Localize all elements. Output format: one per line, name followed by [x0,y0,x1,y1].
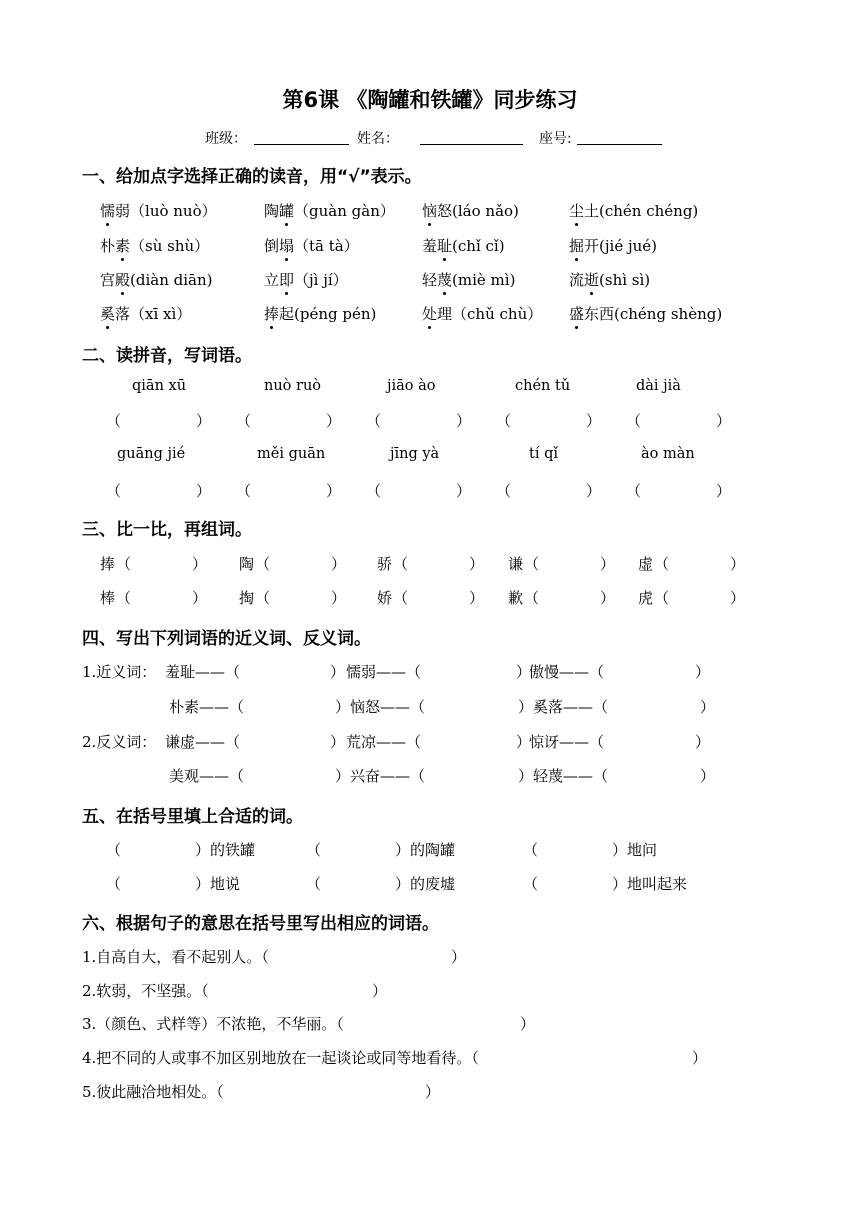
pronunciation-item[interactable] [264,303,376,324]
answer-paren-close: ） [330,733,346,751]
word-prompt: 轻蔑——（ [533,767,609,785]
answer-paren-close: ） [330,663,346,681]
answer-paren-close: ） [700,767,716,785]
answer-paren-close: ） [600,589,616,607]
answer-paren-close: ） [695,733,711,751]
dotted-character: 即 [279,271,295,289]
answer-paren-open: （ [106,841,122,859]
answer-paren-open: （ [116,589,132,607]
answer-paren-open: （ [236,412,252,430]
fill-word-suffix: ）地问 [612,841,658,859]
answer-paren-close: ） [469,555,485,573]
answer-paren-open: （ [393,555,409,573]
pinyin-options: （sù shù） [130,237,210,255]
dotted-character: 奚 [100,305,116,323]
pinyin-options: (shì sì) [599,271,651,289]
pinyin-options: 开(jié jué) [584,237,658,255]
pinyin-options: 理（chǔ chù） [437,305,543,323]
definition-text: 2.软弱，不坚强。（ [82,982,209,1000]
pronunciation-item[interactable] [100,235,209,256]
answer-paren-open: （ [524,589,540,607]
dotted-character: 懦 [100,202,116,220]
seat-field[interactable] [577,130,662,145]
pinyin-prompt: guāng jié [117,446,186,462]
dotted-character: 蔑 [437,271,453,289]
pronunciation-item[interactable] [569,269,650,290]
dotted-character: 尘 [569,202,585,220]
antonym-label: 2.反义词： [82,733,157,751]
section-1-heading: 一、给加点字选择正确的读音，用“√”表示。 [82,167,422,187]
dotted-character: 恼 [422,202,438,220]
pinyin-options: 东西(chéng shèng) [584,305,723,323]
compare-character: 虎 [638,589,654,607]
dotted-character: 掘 [569,237,585,255]
dotted-character: 处 [422,305,438,323]
pinyin-options: 落（xī xì） [115,305,192,323]
pronunciation-item[interactable] [264,269,348,290]
answer-paren-open: （ [116,555,132,573]
answer-paren-open: （ [366,482,382,500]
answer-paren-close: ） [335,698,351,716]
dotted-character: 盛 [569,305,585,323]
item-text: 宫 [100,271,116,289]
word-prompt: 惊讶——（ [529,733,605,751]
dotted-character: 耻 [437,237,453,255]
dotted-character: 捧 [264,305,280,323]
pinyin-options: 怒(láo nǎo) [437,202,519,220]
answer-paren-close: ） [425,1083,441,1101]
class-field[interactable] [254,130,349,145]
dotted-character: 素 [115,237,131,255]
pronunciation-item[interactable] [569,235,657,256]
word-prompt: 奚落——（ [533,698,609,716]
answer-paren-open: （ [496,482,512,500]
answer-blank[interactable] [254,410,324,430]
compare-character: 掏 [239,589,255,607]
answer-paren-open: （ [523,841,539,859]
fill-word-suffix: ）地说 [195,875,241,893]
pronunciation-item[interactable] [422,269,515,290]
answer-paren-open: （ [523,875,539,893]
answer-paren-close: ） [196,412,212,430]
section-4-heading: 四、写出下列词语的近义词、反义词。 [82,629,371,649]
answer-blank[interactable] [254,480,324,500]
answer-blank[interactable] [124,410,194,430]
item-text: 陶 [264,202,280,220]
definition-text: 1.自高自大，看不起别人。（ [82,948,269,966]
answer-paren-close: ） [518,767,534,785]
pinyin-prompt: ào màn [641,446,695,462]
compare-character: 娇 [377,589,393,607]
answer-paren-close: ） [700,698,716,716]
answer-paren-close: ） [331,589,347,607]
answer-paren-close: ） [730,589,746,607]
answer-paren-close: ） [716,482,732,500]
pinyin-options: （tā tà） [294,237,359,255]
compare-character: 陶 [239,555,255,573]
word-prompt: 羞耻——（ [165,663,241,681]
answer-paren-open: （ [255,589,271,607]
page-title: 第6课 《陶罐和铁罐》同步练习 [282,88,578,112]
answer-paren-open: （ [236,482,252,500]
word-prompt: 懦弱——（ [346,663,422,681]
answer-paren-close: ） [331,555,347,573]
fill-word-suffix: ）的铁罐 [195,841,256,859]
pinyin-prompt: nuò ruò [264,378,322,394]
pinyin-prompt: jiāo ào [387,378,436,394]
word-prompt: 兴奋——（ [350,767,426,785]
answer-blank[interactable] [644,480,714,500]
answer-paren-close: ） [456,412,472,430]
compare-character: 歉 [508,589,524,607]
name-label: 姓名： [357,131,399,147]
answer-paren-open: （ [393,589,409,607]
class-label: 班级： [205,131,247,147]
section-5-heading: 五、在括号里填上合适的词。 [82,807,303,827]
dotted-character: 塌 [279,237,295,255]
item-text: 朴 [100,237,116,255]
pinyin-options: 起(péng pén) [279,305,377,323]
answer-paren-open: （ [524,555,540,573]
word-prompt: 朴素——（ [169,698,245,716]
answer-paren-close: ） [192,589,208,607]
answer-blank[interactable] [514,410,584,430]
pronunciation-item[interactable] [569,200,698,221]
pronunciation-item[interactable] [100,200,217,221]
pronunciation-item[interactable] [264,200,395,221]
answer-paren-close: ） [326,482,342,500]
pinyin-options: (diàn diān) [130,271,213,289]
pronunciation-item[interactable] [422,303,542,324]
answer-paren-close: ） [518,698,534,716]
pronunciation-item[interactable] [422,200,519,221]
answer-paren-close: ） [335,767,351,785]
answer-blank[interactable] [124,480,194,500]
section-3-heading: 三、比一比，再组词。 [82,520,252,540]
word-prompt: 谦虚——（ [165,733,241,751]
answer-paren-close: ） [586,482,602,500]
section-6-heading: 六、根据句子的意思在括号里写出相应的词语。 [82,914,439,934]
item-text: 羞 [422,237,438,255]
answer-paren-open: （ [654,589,670,607]
word-prompt: 荒凉——（ [346,733,422,751]
answer-paren-close: ） [520,1015,536,1033]
dotted-character: 罐 [279,202,295,220]
fill-word-suffix: ）的陶罐 [395,841,456,859]
answer-blank[interactable] [384,410,454,430]
answer-blank[interactable] [644,410,714,430]
fill-word-suffix: ）的废墟 [395,875,456,893]
pinyin-options: (miè mì) [452,271,516,289]
answer-paren-open: （ [626,412,642,430]
answer-paren-close: ） [469,589,485,607]
pinyin-prompt: dài jià [636,378,681,394]
compare-character: 棒 [100,589,116,607]
answer-paren-close: ） [451,948,467,966]
answer-paren-close: ） [600,555,616,573]
answer-blank[interactable] [384,480,454,500]
answer-paren-close: ） [456,482,472,500]
answer-paren-open: （ [366,412,382,430]
answer-paren-open: （ [654,555,670,573]
answer-paren-open: （ [626,482,642,500]
answer-paren-close: ） [716,412,732,430]
item-text: 倒 [264,237,280,255]
answer-paren-close: ） [516,663,532,681]
compare-character: 谦 [508,555,524,573]
pronunciation-item[interactable] [100,303,191,324]
answer-paren-close: ） [196,482,212,500]
dotted-character: 逝 [584,271,600,289]
pinyin-options: 弱（luò nuò） [115,202,217,220]
definition-text: 5.彼此融洽地相处。（ [82,1083,224,1101]
answer-paren-close: ） [326,412,342,430]
item-text: 轻 [422,271,438,289]
pronunciation-item[interactable] [264,235,359,256]
pinyin-options: (chǐ cǐ) [452,237,505,255]
pronunciation-item[interactable] [100,269,213,290]
answer-paren-open: （ [255,555,271,573]
item-text: 立 [264,271,280,289]
compare-character: 骄 [377,555,393,573]
pinyin-options: （guàn gàn） [294,202,395,220]
pronunciation-item[interactable] [422,235,505,256]
answer-paren-open: （ [306,875,322,893]
answer-paren-open: （ [106,875,122,893]
answer-paren-close: ） [192,555,208,573]
item-text: 流 [569,271,585,289]
pronunciation-item[interactable] [569,303,722,324]
answer-blank[interactable] [514,480,584,500]
answer-paren-close: ） [516,733,532,751]
pinyin-options: 土(chén chéng) [584,202,699,220]
pinyin-prompt: chén tǔ [515,378,571,394]
pinyin-prompt: tí qǐ [529,446,558,462]
answer-paren-close: ） [695,663,711,681]
answer-paren-open: （ [496,412,512,430]
dotted-character: 殿 [115,271,131,289]
synonym-label: 1.近义词： [82,663,157,681]
definition-text: 3.（颜色、式样等）不浓艳，不华丽。（ [82,1015,344,1033]
pinyin-prompt: jīng yà [390,446,440,462]
definition-text: 4.把不同的人或事不加区别地放在一起谈论或同等地看待。（ [82,1049,479,1067]
word-prompt: 美观——（ [169,767,245,785]
seat-label: 座号: [539,131,572,147]
answer-paren-open: （ [106,482,122,500]
pinyin-prompt: měi guān [257,446,326,462]
answer-paren-open: （ [306,841,322,859]
pinyin-prompt: qiān xū [132,378,187,394]
word-prompt: 傲慢——（ [529,663,605,681]
word-prompt: 恼怒——（ [350,698,426,716]
fill-word-suffix: ）地叫起来 [612,875,688,893]
answer-paren-close: ） [586,412,602,430]
compare-character: 虚 [638,555,654,573]
section-2-heading: 二、读拼音，写词语。 [82,346,252,366]
compare-character: 捧 [100,555,116,573]
answer-paren-close: ） [692,1049,708,1067]
name-field[interactable] [420,130,523,145]
answer-paren-close: ） [730,555,746,573]
answer-paren-close: ） [372,982,388,1000]
pinyin-options: （jì jí） [294,271,348,289]
answer-paren-open: （ [106,412,122,430]
